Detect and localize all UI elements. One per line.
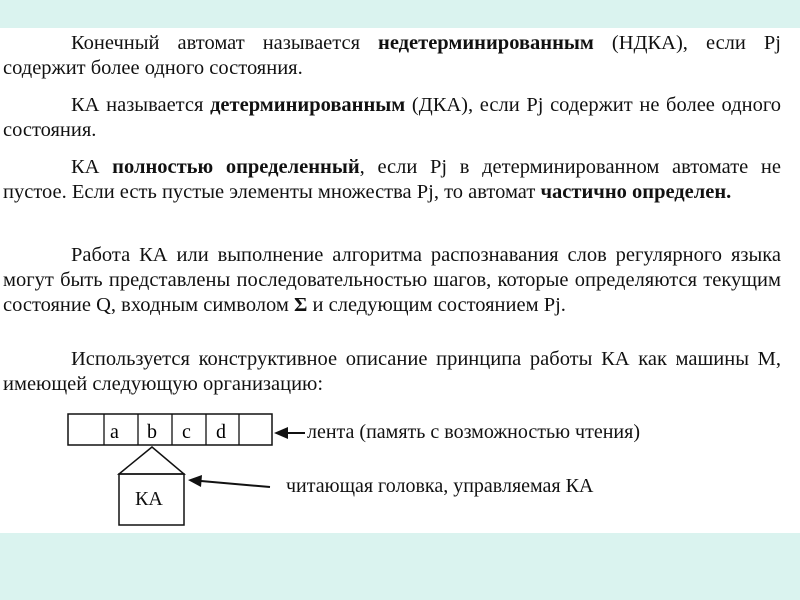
bold-term-deterministic: детерминированным — [210, 94, 406, 116]
bold-term-nondeterministic: недетерминированным — [378, 32, 594, 54]
tape-arrow — [274, 427, 305, 439]
tape-outline — [68, 414, 272, 445]
tape-cell-d: d — [216, 421, 226, 443]
head-caption: читающая головка, управляемая КА — [286, 475, 594, 497]
head-label: КА — [135, 488, 163, 510]
reading-head — [119, 447, 184, 525]
text-run: Конечный автомат называется — [71, 32, 379, 54]
text-run: КА — [71, 156, 113, 178]
text-run: (ДКА), если Pj содержит не более одного состояния. — [3, 94, 781, 141]
tape-cell-b: b — [147, 421, 157, 443]
text-run: Используется конструктивное описание принципа работы КА как машины М, имеющей следующую организацию: — [3, 348, 781, 395]
tape — [68, 414, 272, 445]
text-run: Работа КА или выполнение алгоритма распознавания слов регулярного языка могут быть представлены последовательностью шагов, которые определяются текущим состояние Q, входным символом — [3, 244, 781, 316]
document-page — [0, 28, 800, 533]
text-run: , если Pj в детерминированном автомате не пустое. Если есть пустые элементы множества Pj, то автомат — [3, 156, 781, 203]
text-run: КА называется — [71, 94, 211, 116]
automaton-diagram — [0, 28, 800, 533]
text-run: и следующим состоянием Pj. — [307, 294, 566, 316]
sigma-symbol: Σ — [293, 294, 308, 316]
tape-caption: лента (память с возможностью чтения) — [307, 421, 640, 443]
text-run: (НДКА), если Pj содержит более одного состояния. — [3, 32, 781, 79]
head-triangle — [119, 447, 184, 474]
head-arrow — [188, 475, 270, 487]
bold-term-partially-defined: частично определен. — [540, 181, 732, 203]
bold-term-fully-defined: полностью определенный — [112, 156, 360, 178]
tape-cell-a: a — [110, 421, 119, 443]
tape-cell-c: c — [182, 421, 191, 443]
